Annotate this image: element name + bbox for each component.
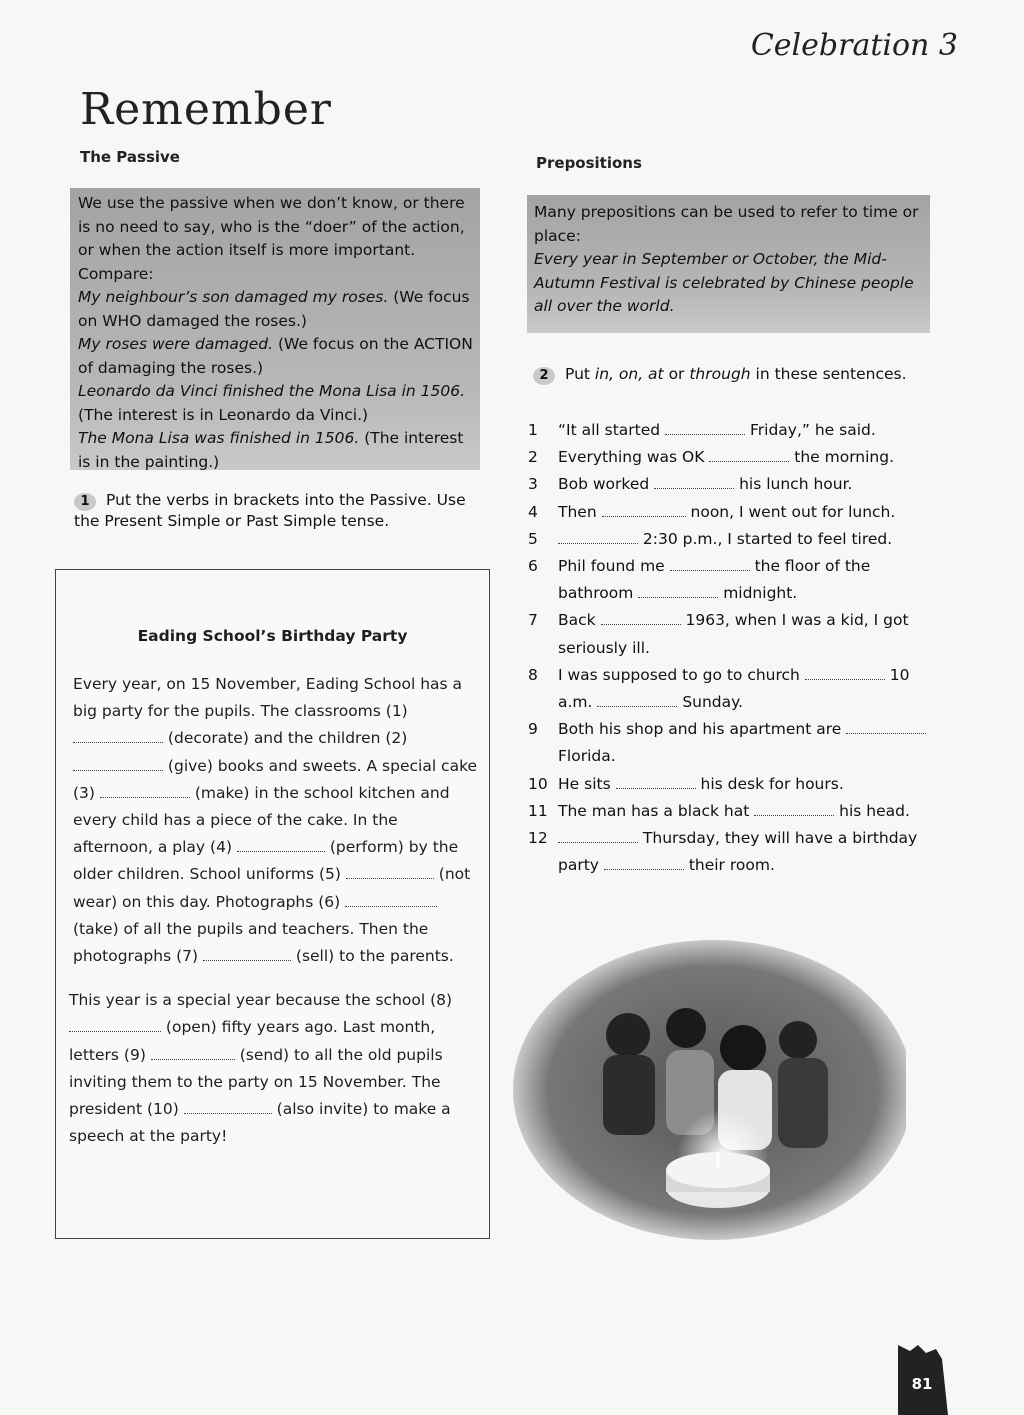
sentence-item — [528, 798, 938, 825]
box-title: Eading School’s Birthday Party — [137, 627, 408, 645]
paragraph-text: (make) in the school kitchen and every child has a piece of the cake. In the afternoon, a play (4) — [73, 783, 450, 857]
chapter-label: Celebration 3 — [750, 28, 958, 63]
sentence-text — [558, 607, 938, 661]
sentence-number: 12 — [528, 829, 548, 848]
answer-blank[interactable] — [73, 729, 163, 743]
exercise-1-box — [55, 569, 490, 1239]
sentence-item — [528, 499, 938, 526]
sentence-text-run: He sits — [558, 774, 616, 793]
sentence-text — [558, 716, 938, 770]
sentence-text-run: his lunch hour. — [734, 475, 853, 494]
sentence-number: 11 — [528, 801, 548, 820]
sentence-item — [528, 716, 938, 770]
instruction-text: Put — [565, 365, 595, 383]
sentence-number: 5 — [528, 529, 538, 548]
sentence-text-run: the floor of the bathroom — [558, 557, 871, 603]
rule-text: (We focus on WHO damaged the roses.) — [78, 288, 470, 330]
sentence-text-run: noon, I went out for lunch. — [685, 502, 896, 521]
sentence-number: 8 — [528, 665, 538, 684]
rule-text: My roses were damaged. — [78, 335, 274, 353]
rule-text: My neighbour’s son damaged my roses. — [78, 288, 389, 306]
rule-text: We use the passive when we don’t know, or there is no need to say, who is the “doer” of the action, or when the action itself is more important. Compare: — [78, 194, 465, 283]
sentence-text — [558, 526, 938, 553]
sentence-item — [528, 662, 938, 716]
answer-blank[interactable] — [346, 865, 434, 879]
sentence-item — [528, 553, 938, 607]
prepositions-heading: Prepositions — [536, 154, 642, 172]
paragraph-text: (send) to all the old pupils inviting them to the party on 15 November. The president (10) — [69, 1045, 443, 1119]
answer-blank[interactable] — [151, 1046, 235, 1060]
rule-text: Every year in September or October, the Mid-Autumn Festival is celebrated by Chinese people all over the world. — [534, 250, 914, 315]
sentence-text-run: “It all started — [558, 421, 666, 439]
paragraph-text: (not wear) on this day. Photographs (6) — [73, 865, 471, 911]
answer-blank[interactable] — [345, 893, 437, 907]
rule-line — [78, 380, 474, 427]
instruction-text: in, on, at — [594, 365, 664, 383]
sentence-number: 7 — [528, 611, 538, 630]
sentence-text — [558, 771, 938, 798]
answer-blank[interactable] — [670, 557, 750, 571]
instruction-text: or — [663, 365, 690, 383]
prepositions-rule-text — [534, 201, 924, 319]
exercise-1-instruction: 1 Put the verbs in brackets into the Passive. Use the Present Simple or Past Simple tense. — [74, 491, 466, 530]
answer-blank[interactable] — [597, 693, 677, 707]
exercise-2-list — [528, 417, 938, 879]
paragraph-text: Every year, on 15 November, Eading School has a big party for the pupils. The classrooms (1) — [73, 675, 463, 721]
sentence-number: 2 — [528, 448, 538, 467]
sentence-text-run: 10 a.m. — [558, 665, 910, 712]
exercise-number-badge: 1 — [74, 493, 96, 511]
rule-line — [78, 286, 474, 333]
answer-blank[interactable] — [558, 530, 638, 544]
rule-line — [534, 201, 924, 248]
answer-blank[interactable] — [237, 838, 325, 852]
sentence-number: 9 — [528, 720, 538, 739]
sentence-text — [558, 499, 938, 526]
sentence-text — [558, 662, 938, 716]
sentence-text — [558, 825, 938, 879]
sentence-text-run: his head. — [834, 801, 910, 820]
sentence-text — [558, 417, 938, 444]
rule-text: (We focus on the ACTION of damaging the roses.) — [78, 335, 473, 377]
sentence-number: 1 — [528, 421, 538, 439]
paragraph-text: This year is a special year because the school (8) — [69, 991, 453, 1010]
answer-blank[interactable] — [654, 475, 734, 489]
answer-blank[interactable] — [846, 720, 926, 734]
sentence-number: 6 — [528, 557, 538, 576]
paragraph-text: (take) of all the pupils and teachers. Then the photographs (7) — [73, 919, 429, 966]
sentence-text — [558, 444, 938, 471]
rule-line — [534, 248, 924, 319]
sentence-text-run: The man has a black hat — [558, 801, 755, 820]
sentence-text-run: 2:30 p.m., I started to feel tired. — [638, 529, 893, 548]
paragraph-text: (perform) by the older children. School uniforms (5) — [73, 838, 459, 884]
passive-heading: The Passive — [80, 148, 180, 166]
page-title: Remember — [80, 84, 332, 135]
answer-blank[interactable] — [203, 947, 291, 961]
sentence-text-run: their room. — [683, 856, 775, 875]
sentence-text — [558, 798, 938, 825]
rule-text: The Mona Lisa was finished in 1506. — [78, 429, 360, 447]
sentence-text-run: Friday,” he said. — [745, 421, 876, 439]
rule-line — [78, 427, 474, 474]
exercise-1-paragraph-1 — [73, 671, 481, 970]
answer-blank[interactable] — [805, 666, 885, 680]
answer-blank[interactable] — [69, 1018, 161, 1032]
exercise-1-paragraph-2 — [69, 987, 481, 1150]
sentence-text-run: Both his shop and his apartment are — [558, 720, 847, 739]
sentence-text-run: Everything was OK — [558, 448, 710, 467]
sentence-item — [528, 771, 938, 798]
answer-blank[interactable] — [638, 584, 718, 598]
passive-rule-text — [78, 192, 474, 474]
rule-text: (The interest is in Leonardo da Vinci.) — [78, 405, 369, 424]
sentence-text-run: Then — [558, 502, 602, 521]
sentence-item — [528, 471, 938, 498]
passive-rule-box — [70, 188, 480, 470]
paragraph-text: (give) books and sweets. A special cake (3) — [73, 756, 478, 802]
sentence-text-run: Phil found me — [558, 557, 670, 576]
sentence-text — [558, 553, 938, 607]
paragraph-text: (sell) to the parents. — [290, 947, 454, 966]
answer-blank[interactable] — [602, 503, 686, 517]
answer-blank[interactable] — [709, 448, 789, 462]
page-number: 81 — [911, 1375, 933, 1393]
answer-blank[interactable] — [73, 757, 163, 771]
sentence-number: 10 — [528, 774, 548, 793]
sentence-text-run: the morning. — [789, 448, 895, 467]
paragraph-text: (decorate) and the children (2) — [163, 729, 408, 748]
sentence-text-run: midnight. — [718, 584, 798, 603]
answer-blank[interactable] — [601, 611, 681, 625]
instruction-text: through — [689, 365, 751, 383]
rule-text: (The interest is in the painting.) — [78, 429, 464, 471]
sentence-number: 4 — [528, 502, 538, 521]
instruction-text: in these sentences. — [750, 365, 907, 383]
prepositions-rule-box — [527, 195, 930, 333]
rule-text: Leonardo da Vinci finished the Mona Lisa in 1506. — [78, 382, 466, 400]
sentence-item — [528, 607, 938, 661]
sentence-item — [528, 417, 938, 444]
exercise-2-instruction — [533, 364, 933, 385]
sentence-item — [528, 526, 938, 553]
paragraph-text: (open) fifty years ago. Last month, letters (9) — [69, 1018, 436, 1064]
paragraph-text: (also invite) to make a speech at the party! — [69, 1100, 451, 1146]
sentence-item — [528, 444, 938, 471]
sentence-text-run: 1963, when I was a kid, I got seriously ill. — [558, 611, 909, 657]
answer-blank[interactable] — [558, 829, 638, 843]
sentence-item — [528, 825, 938, 879]
sentence-text-run: Sunday. — [677, 693, 744, 712]
sentence-text-run: Bob worked — [558, 475, 655, 494]
sentence-text-run: I was supposed to go to church — [558, 665, 805, 684]
exercise-number-badge: 2 — [533, 367, 555, 385]
sentence-text-run: Florida. — [558, 747, 616, 766]
answer-blank[interactable] — [665, 421, 745, 435]
sentence-text-run: Thursday, they will have a birthday party — [558, 829, 918, 875]
rule-line — [78, 333, 474, 380]
page-number-tab — [898, 1345, 948, 1415]
sentence-text — [558, 471, 938, 498]
answer-blank[interactable] — [604, 856, 684, 870]
sentence-number: 3 — [528, 475, 538, 494]
answer-blank[interactable] — [184, 1100, 272, 1114]
rule-line — [78, 192, 474, 286]
answer-blank[interactable] — [616, 775, 696, 789]
birthday-party-photo — [508, 940, 906, 1240]
answer-blank[interactable] — [754, 802, 834, 816]
sentence-text-run: Back — [558, 611, 601, 630]
rule-text: Many prepositions can be used to refer to time or place: — [534, 203, 919, 245]
sentence-text-run: his desk for hours. — [695, 774, 844, 793]
answer-blank[interactable] — [100, 784, 190, 798]
